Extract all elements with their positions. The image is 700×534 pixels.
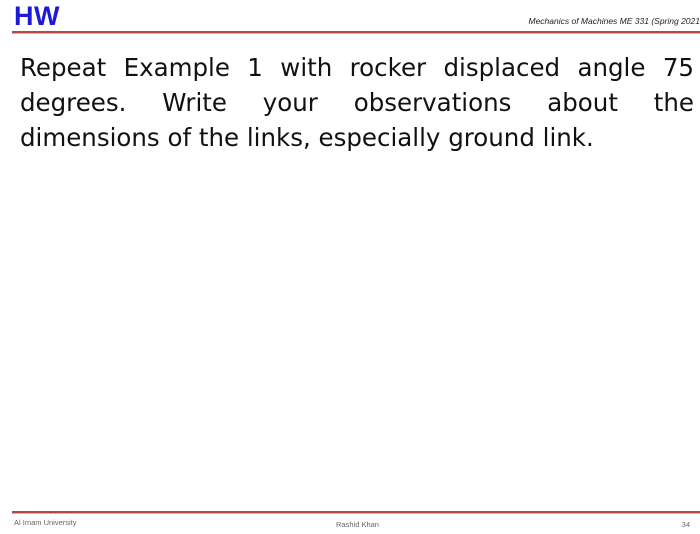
footer-divider-shadow (12, 513, 700, 514)
slide-footer (0, 516, 700, 530)
page-number: 34 (681, 520, 690, 529)
course-label: Mechanics of Machines ME 331 (Spring 2021 (528, 16, 700, 26)
header-divider-shadow (12, 33, 700, 34)
footer-institution: Al Imam University (14, 518, 77, 527)
slide-title: HW (14, 1, 60, 31)
assignment-text: Repeat Example 1 with rocker displaced angle 75 degrees. Write your observations about the dimensions of the links, especially ground link. (20, 53, 694, 152)
footer-author: Rashid Khan (336, 520, 379, 529)
